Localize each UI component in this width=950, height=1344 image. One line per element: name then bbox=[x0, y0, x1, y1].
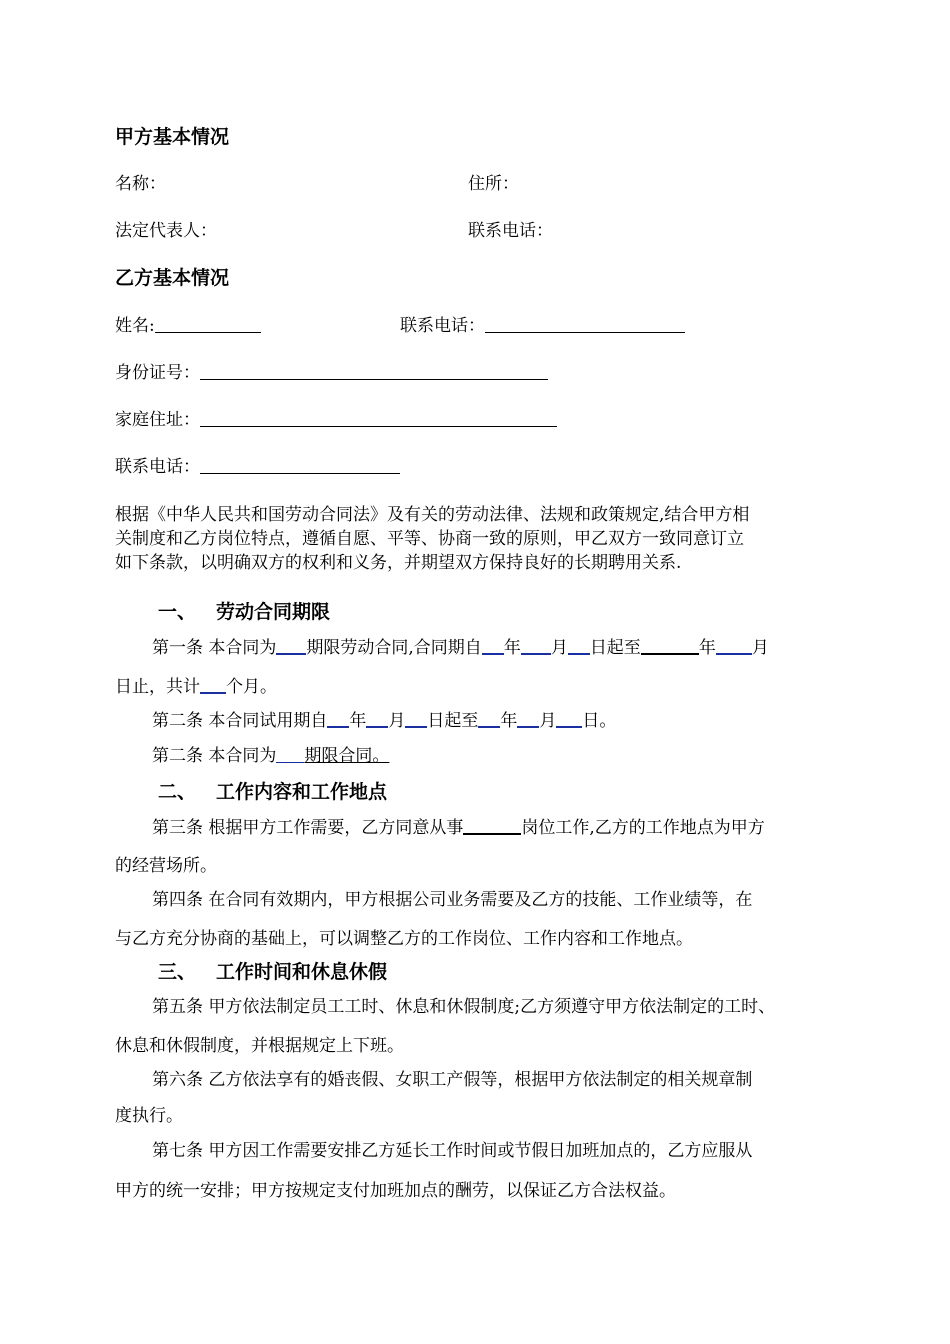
id-blank bbox=[200, 363, 548, 380]
section-3-title: 工作时间和休息休假 bbox=[216, 961, 388, 983]
contract-type-underlined bbox=[276, 746, 389, 766]
article-2b-line bbox=[152, 745, 389, 767]
article-1-text: 第一条 本合同为 bbox=[152, 638, 277, 658]
article-3-line-1 bbox=[152, 817, 765, 839]
party-b-phone-label: 联系电话： bbox=[400, 316, 485, 336]
month-blank bbox=[521, 637, 551, 655]
party-a-address-label: 住所： bbox=[468, 174, 519, 194]
article-1-text: 日止，共计 bbox=[115, 677, 200, 697]
article-1-text: 年 bbox=[698, 638, 716, 658]
article-4-line-2: 与乙方充分协商的基础上，可以调整乙方的工作岗位、工作内容和工作地点。 bbox=[115, 929, 693, 949]
end-month-blank bbox=[716, 637, 752, 655]
party-b-id-label: 身份证号： bbox=[115, 363, 200, 383]
party-b-heading: 乙方基本情况 bbox=[115, 267, 230, 289]
home-blank bbox=[200, 410, 557, 427]
party-b-phone-row bbox=[400, 315, 685, 337]
section-1-title: 劳动合同期限 bbox=[216, 601, 331, 623]
party-b-home-row bbox=[115, 409, 557, 431]
article-2-text: 月 bbox=[388, 711, 406, 731]
party-b-home-label: 家庭住址： bbox=[115, 410, 200, 430]
trial-month-blank bbox=[366, 710, 388, 728]
article-3-text: 第三条 根据甲方工作需要，乙方同意从事 bbox=[152, 818, 464, 838]
article-2b-text: 第二条 本合同为 bbox=[152, 746, 277, 766]
phone2-blank bbox=[200, 457, 400, 474]
article-2-text: 月 bbox=[539, 711, 557, 731]
intro-line-2: 关制度和乙方岗位特点，遵循自愿、平等、协商一致的原则，甲乙双方一致同意订立 bbox=[115, 529, 744, 549]
article-1-text: 个月。 bbox=[226, 677, 277, 697]
article-3-line-2: 的经营场所。 bbox=[115, 856, 217, 876]
article-5-line-1: 第五条 甲方依法制定员工工时、休息和休假制度;乙方须遵守甲方依法制定的工时、 bbox=[152, 997, 776, 1017]
article-4-line-1: 第四条 在合同有效期内，甲方根据公司业务需要及乙方的技能、工作业绩等，在 bbox=[152, 890, 753, 910]
intro-line-3: 如下条款，以明确双方的权利和义务，并期望双方保持良好的长期聘用关系. bbox=[115, 553, 682, 573]
party-b-phone2-row bbox=[115, 456, 400, 478]
end-year-blank bbox=[641, 637, 699, 655]
months-blank bbox=[200, 676, 226, 694]
party-a-phone-label: 联系电话： bbox=[468, 221, 553, 241]
article-2-text: 年 bbox=[500, 711, 518, 731]
name-blank bbox=[155, 316, 261, 333]
phone-blank bbox=[485, 316, 685, 333]
article-2-text: 第二条 本合同试用期自 bbox=[152, 711, 328, 731]
year-blank bbox=[482, 637, 504, 655]
article-1-text: 年 bbox=[503, 638, 521, 658]
section-1-heading bbox=[158, 600, 330, 624]
section-3-heading bbox=[158, 960, 387, 984]
term-blank bbox=[276, 637, 306, 655]
trial-year-blank bbox=[327, 710, 349, 728]
party-b-name-row bbox=[115, 315, 261, 337]
article-2-text: 年 bbox=[349, 711, 367, 731]
trial-end-month-blank bbox=[517, 710, 539, 728]
party-b-phone2-label: 联系电话： bbox=[115, 457, 200, 477]
article-3-text: 岗位工作,乙方的工作地点为甲方 bbox=[521, 818, 765, 838]
article-6-line-2: 度执行。 bbox=[115, 1106, 183, 1126]
contract-type-blank bbox=[276, 746, 304, 763]
article-1-text: 日起至 bbox=[589, 638, 641, 658]
article-1-line-1 bbox=[152, 637, 769, 659]
article-1-text: 期限劳动合同,合同期自 bbox=[306, 638, 482, 658]
trial-day-blank bbox=[405, 710, 427, 728]
section-1-number: 一、 bbox=[158, 601, 197, 623]
article-2-text: 日。 bbox=[582, 711, 617, 731]
party-a-name-label: 名称： bbox=[115, 174, 166, 194]
section-2-heading bbox=[158, 780, 387, 804]
trial-end-year-blank bbox=[478, 710, 500, 728]
section-3-number: 三、 bbox=[158, 961, 197, 983]
trial-end-day-blank bbox=[556, 710, 582, 728]
section-2-number: 二、 bbox=[158, 781, 197, 803]
party-b-id-row bbox=[115, 362, 548, 384]
article-1-text: 月 bbox=[550, 638, 568, 658]
article-2-text: 日起至 bbox=[427, 711, 479, 731]
article-7-line-1: 第七条 甲方因工作需要安排乙方延长工作时间或节假日加班加点的，乙方应服从 bbox=[152, 1141, 753, 1161]
article-2-line bbox=[152, 710, 616, 732]
article-7-line-2: 甲方的统一安排；甲方按规定支付加班加点的酬劳，以保证乙方合法权益。 bbox=[115, 1181, 676, 1201]
article-1-text: 月 bbox=[751, 638, 769, 658]
party-a-rep-label: 法定代表人： bbox=[115, 221, 217, 241]
section-2-title: 工作内容和工作地点 bbox=[216, 781, 388, 803]
article-2b-text: 期限合同。 bbox=[304, 746, 390, 766]
article-6-line-1: 第六条 乙方依法享有的婚丧假、女职工产假等，根据甲方依法制定的相关规章制 bbox=[152, 1070, 753, 1090]
day-blank bbox=[568, 637, 590, 655]
article-1-line-2 bbox=[115, 676, 277, 698]
position-blank bbox=[463, 817, 521, 835]
party-a-heading: 甲方基本情况 bbox=[115, 126, 230, 148]
party-b-name-label: 姓名: bbox=[115, 316, 155, 336]
article-5-line-2: 休息和休假制度，并根据规定上下班。 bbox=[115, 1036, 404, 1056]
intro-line-1: 根据《中华人民共和国劳动合同法》及有关的劳动法律、法规和政策规定,结合甲方相 bbox=[115, 505, 750, 525]
